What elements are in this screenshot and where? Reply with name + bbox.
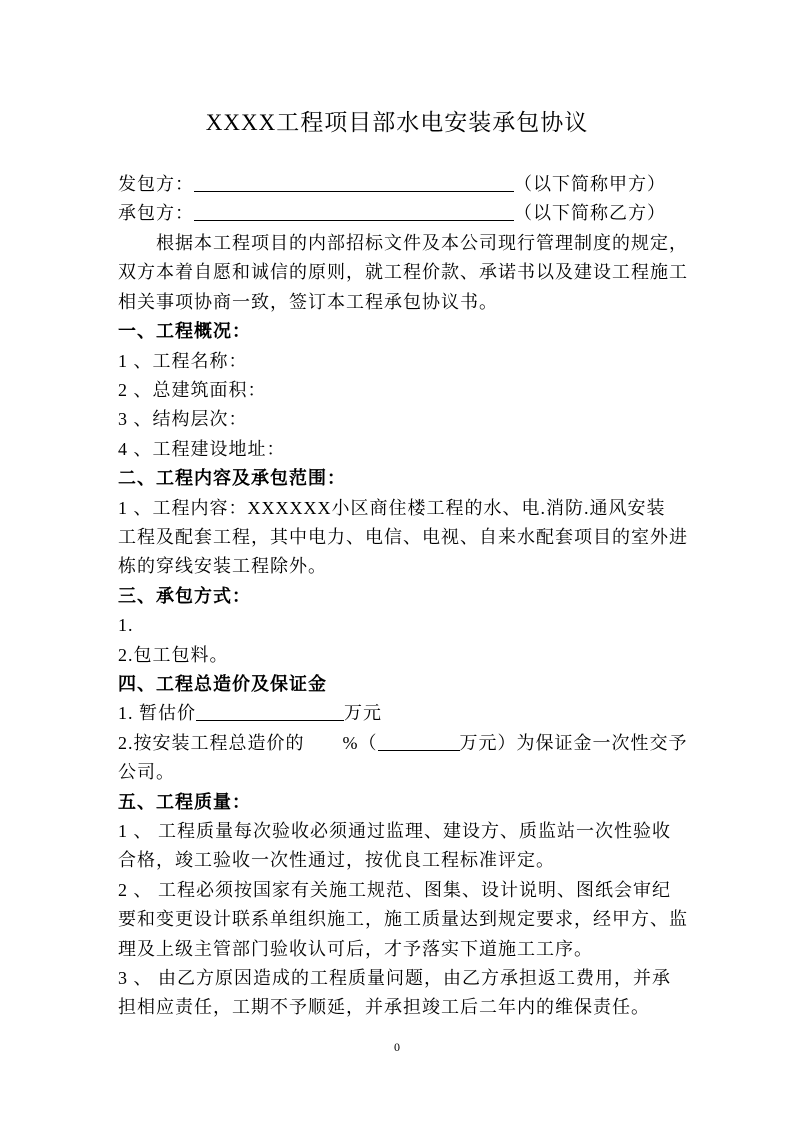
party-a-label: 发包方：	[118, 174, 194, 194]
party-b-label: 承包方：	[118, 203, 194, 223]
intro-line: 相关事项协商一致，签订本工程承包协议书。	[118, 292, 498, 312]
party-b-line	[118, 201, 666, 225]
estimate-label: 1. 暂估价	[118, 703, 196, 723]
paragraph-line: 1 、工程内容：XXXXXX小区商住楼工程的水、电.消防.通风安装	[118, 498, 666, 518]
paragraph-line: 要和变更设计联系单组织施工，施工质量达到规定要求，经甲方、监	[118, 909, 688, 929]
list-item: 1.	[118, 615, 134, 635]
estimate-line	[118, 701, 382, 725]
paragraph-line: 栋的穿线安装工程除外。	[118, 556, 327, 576]
section-4-heading: 四、工程总造价及保证金	[118, 674, 327, 694]
intro-line: 根据本工程项目的内部招标文件及本公司现行管理制度的规定，	[156, 233, 688, 253]
party-b-blank	[194, 202, 514, 221]
deposit-suffix: 万元）为保证金一次性交予	[459, 733, 688, 753]
estimate-blank	[196, 702, 344, 721]
list-item: 3 、结构层次：	[118, 409, 248, 429]
paragraph-line: 理及上级主管部门验收认可后，才予落实下道施工工序。	[118, 939, 593, 959]
deposit-percent: %（	[342, 733, 378, 753]
party-a-note: （以下简称甲方）	[514, 174, 666, 194]
party-b-note: （以下简称乙方）	[514, 203, 666, 223]
paragraph-line: 2 、 工程必须按国家有关施工规范、图集、设计说明、图纸会审纪	[118, 880, 671, 900]
section-5-heading: 五、工程质量：	[118, 792, 251, 812]
document-title: XXXX工程项目部水电安装承包协议	[205, 110, 589, 135]
list-item: 4 、工程建设地址：	[118, 439, 286, 459]
paragraph-line: 担相应责任，工期不予顺延，并承担竣工后二年内的维保责任。	[118, 997, 650, 1017]
paragraph-line: 工程及配套工程，其中电力、电信、电视、自来水配套项目的室外进	[118, 527, 688, 547]
intro-line: 双方本着自愿和诚信的原则，就工程价款、承诺书以及建设工程施工	[118, 262, 688, 282]
estimate-unit: 万元	[344, 703, 382, 723]
deposit-label: 2.按安装工程总造价的	[118, 733, 305, 753]
section-3-heading: 三、承包方式：	[118, 586, 251, 606]
paragraph-line: 3 、 由乙方原因造成的工程质量问题，由乙方承担返工费用，并承	[118, 968, 671, 988]
list-item: 2 、总建筑面积：	[118, 380, 267, 400]
page-number: 0	[394, 1040, 400, 1054]
section-2-heading: 二、工程内容及承包范围：	[118, 468, 346, 488]
party-a-line	[118, 172, 666, 196]
paragraph-line: 1 、 工程质量每次验收必须通过监理、建设方、质监站一次性验收	[118, 821, 671, 841]
paragraph-line: 合格，竣工验收一次性通过，按优良工程标准评定。	[118, 850, 555, 870]
paragraph-line: 公司。	[118, 762, 175, 782]
deposit-blank	[378, 732, 460, 751]
list-item: 1 、工程名称：	[118, 351, 248, 371]
party-a-blank	[194, 173, 514, 192]
section-1-heading: 一、工程概况：	[118, 321, 251, 341]
list-item: 2.包工包料。	[118, 645, 229, 665]
deposit-line	[118, 731, 688, 755]
